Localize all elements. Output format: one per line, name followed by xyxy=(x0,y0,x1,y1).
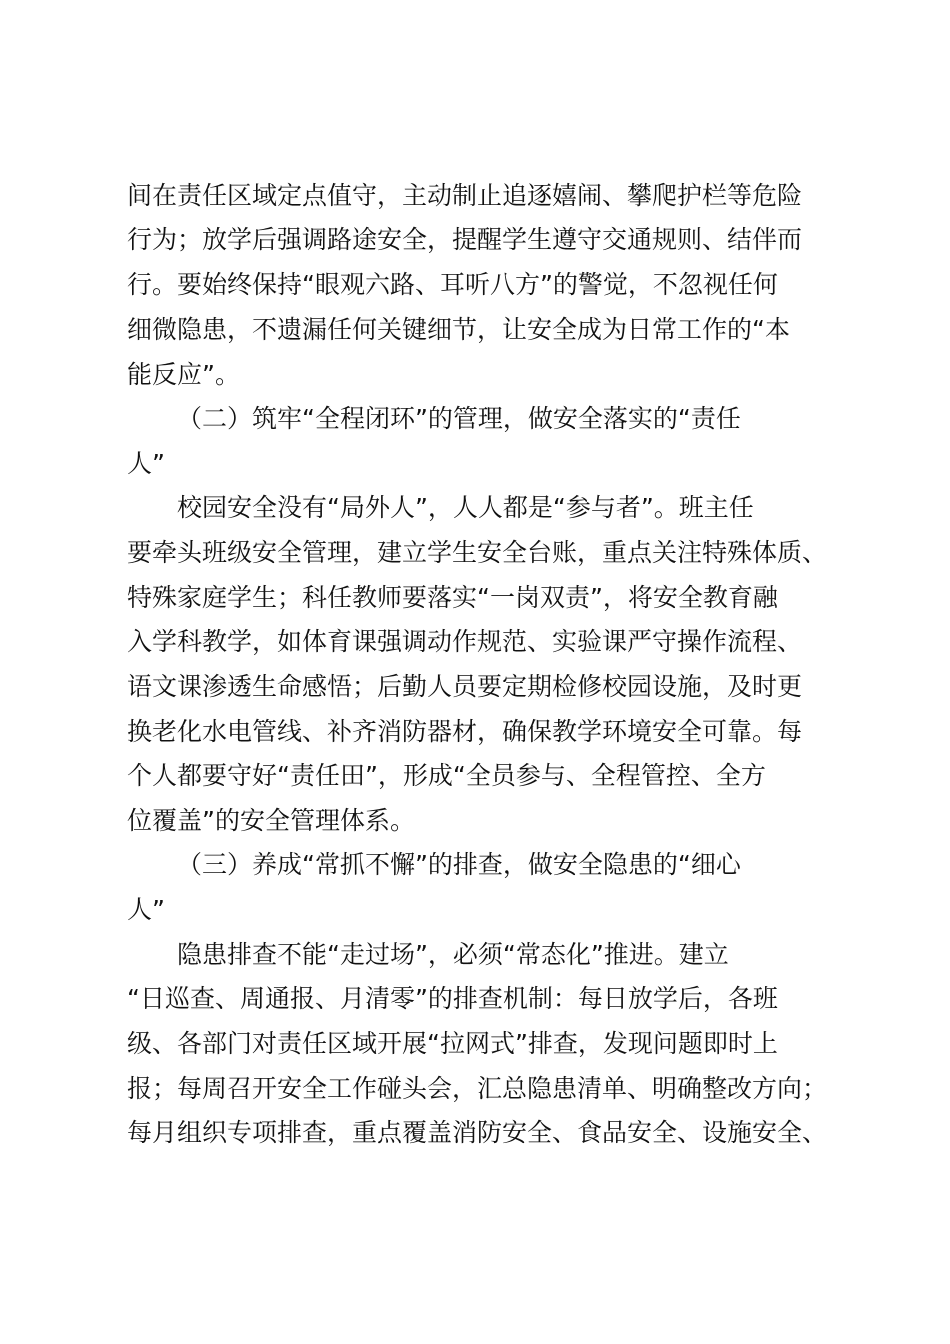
section-heading-3: （三）养成“常抓不懈”的排查，做安全隐患的“细心 xyxy=(177,850,741,879)
body-text-line: 语文课渗透生命感悟；后勤人员要定期检修校园设施，及时更 xyxy=(127,672,803,701)
body-text-line: “日巡查、周通报、月清零”的排查机制：每日放学后，各班 xyxy=(127,984,778,1013)
body-text-line: 间在责任区域定点值守，主动制止追逐嬉闹、攀爬护栏等危险 xyxy=(127,181,803,210)
body-text-line: 要牵头班级安全管理，建立学生安全台账，重点关注特殊体质、 xyxy=(127,538,828,567)
body-text-line: 每月组织专项排查，重点覆盖消防安全、食品安全、设施安全、 xyxy=(127,1118,828,1147)
body-text-line: 个人都要守好“责任田”，形成“全员参与、全程管控、全方 xyxy=(127,761,766,790)
body-text-line: 细微隐患，不遗漏任何关键细节，让安全成为日常工作的“本 xyxy=(127,315,790,344)
body-text-line: 隐患排查不能“走过场”，必须“常态化”推进。建立 xyxy=(177,940,729,969)
section-heading-2-cont: 人” xyxy=(127,449,165,478)
body-text-line: 换老化水电管线、补齐消防器材，确保教学环境安全可靠。每 xyxy=(127,717,803,746)
body-text-line: 行。要始终保持“眼观六路、耳听八方”的警觉，不忽视任何 xyxy=(127,270,778,299)
body-text-line: 校园安全没有“局外人”，人人都是“参与者”。班主任 xyxy=(177,493,754,522)
body-text-line: 报；每周召开安全工作碰头会，汇总隐患清单、明确整改方向； xyxy=(127,1074,828,1103)
body-text-line: 位覆盖”的安全管理体系。 xyxy=(127,806,415,835)
section-heading-3-cont: 人” xyxy=(127,895,165,924)
body-text-line: 行为；放学后强调路途安全，提醒学生遵守交通规则、结伴而 xyxy=(127,225,803,254)
body-text-line: 入学科教学，如体育课强调动作规范、实验课严守操作流程、 xyxy=(127,627,803,656)
body-text-line: 特殊家庭学生；科任教师要落实“一岗双责”，将安全教育融 xyxy=(127,583,778,612)
section-heading-2: （二）筑牢“全程闭环”的管理，做安全落实的“责任 xyxy=(177,404,741,433)
body-text-line: 级、各部门对责任区域开展“拉网式”排查，发现问题即时上 xyxy=(127,1029,778,1058)
body-text-line: 能反应”。 xyxy=(127,360,240,389)
